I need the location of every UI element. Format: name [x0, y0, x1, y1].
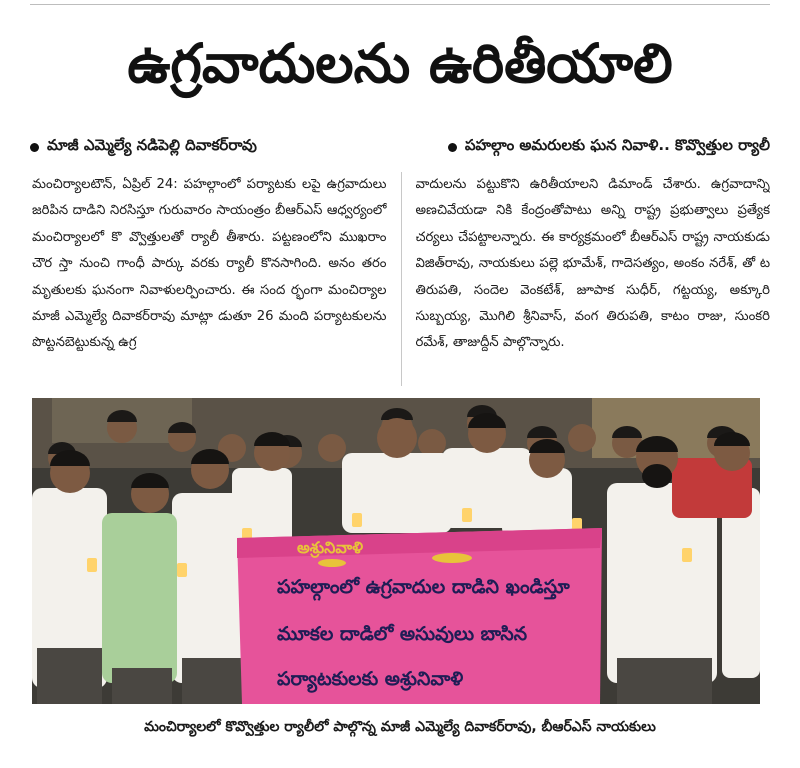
headline: ఉగ్రవాదులను ఉరితీయాలి — [127, 32, 673, 95]
subhead-text-2: పహల్గాం అమరులకు ఘన నివాళి.. కొవ్వొత్తుల ర్యాలీ — [464, 136, 770, 154]
banner-line-1: పహల్గాంలో ఉగ్రవాదుల దాడిని ఖండిస్తూ — [277, 576, 570, 598]
banner-line-3: పర్యాటకులకు అశ్రునివాళి — [277, 668, 464, 690]
subhead-1 — [30, 136, 257, 158]
photo-illustration — [32, 398, 760, 704]
subhead-text-1: మాజీ ఎమ్మెల్యే నడిపెల్లి దివాకర్‌రావు — [47, 136, 257, 154]
bullet-icon — [448, 143, 457, 152]
article-column-1: మంచిర్యాలటౌన్, ఏప్రిల్ 24: పహల్గాంలో పర్యాటకు లపై ఉగ్రవాదులు జరిపిన దాడిని నిరసిస్తూ గురువారం సాయంత్రం బీఆర్ఎస్ ఆధ్వర్యంలో మంచిర్యాలలో కొ వ్వొత్తులతో ర్యాలీ తీశారు. పట్టణంలోని ముఖరాం చౌర స్తా నుంచి గాంధీ పార్కు వరకు ర్యాలీ కొనసాగింది. అనం తరం మృతులకు ఘనంగా నివాళులర్పించారు. ఈ సంద ర్భంగా మంచిర్యాల మాజీ ఎమ్మెల్యే దివాకర్‌రావు మాట్లా డుతూ 26 మంది పర్యాటకులను పొట్టనబెట్టుకున్న ఉగ్ర — [32, 177, 387, 351]
article-body — [32, 172, 770, 386]
news-photo — [32, 398, 760, 704]
banner-line-2: మూకల దాడిలో అసువులు బాసిన — [277, 623, 528, 645]
article-column-2: వాదులను పట్టుకొని ఉరితీయాలని డిమాండ్ చేశారు. ఉగ్రవాదాన్ని అణచివేయడా నికి కేంద్రంతోపాటు అన్ని రాష్ట్ర ప్రభుత్వాలు ప్రత్యేక చర్యలు చేపట్టాలన్నారు. ఈ కార్యక్రమంలో బీఆర్ఎస్ రాష్ట్ర నాయకుడు విజిత్‌రావు, నాయకులు పల్లె భూమేశ్, గాదెసత్యం, అంకం నరేశ్, తో ట తిరుపతి, సందెల వెంకటేశ్, జూపాక సుధీర్, గట్టయ్య, అక్కూరి సుబ్బయ్య, మొగిలి శ్రీనివాస్, వంగ తిరుపతి, కాటం రాజు, సుంకరి రమేశ్, తాజుద్దీన్ పాల్గొన్నారు. — [415, 177, 770, 351]
bullet-icon — [30, 143, 39, 152]
column-divider — [401, 172, 402, 386]
top-rule — [30, 4, 770, 5]
photo-caption: మంచిర్యాలలో కొవ్వొత్తుల ర్యాలీలో పాల్గొన్న మాజీ ఎమ్మెల్యే దివాకర్‌రావు, బీఆర్ఎస్ నాయకులు — [144, 719, 656, 735]
banner-title: అశ్రునివాళి — [297, 538, 364, 557]
subheads — [30, 132, 770, 162]
subhead-2 — [448, 136, 770, 158]
